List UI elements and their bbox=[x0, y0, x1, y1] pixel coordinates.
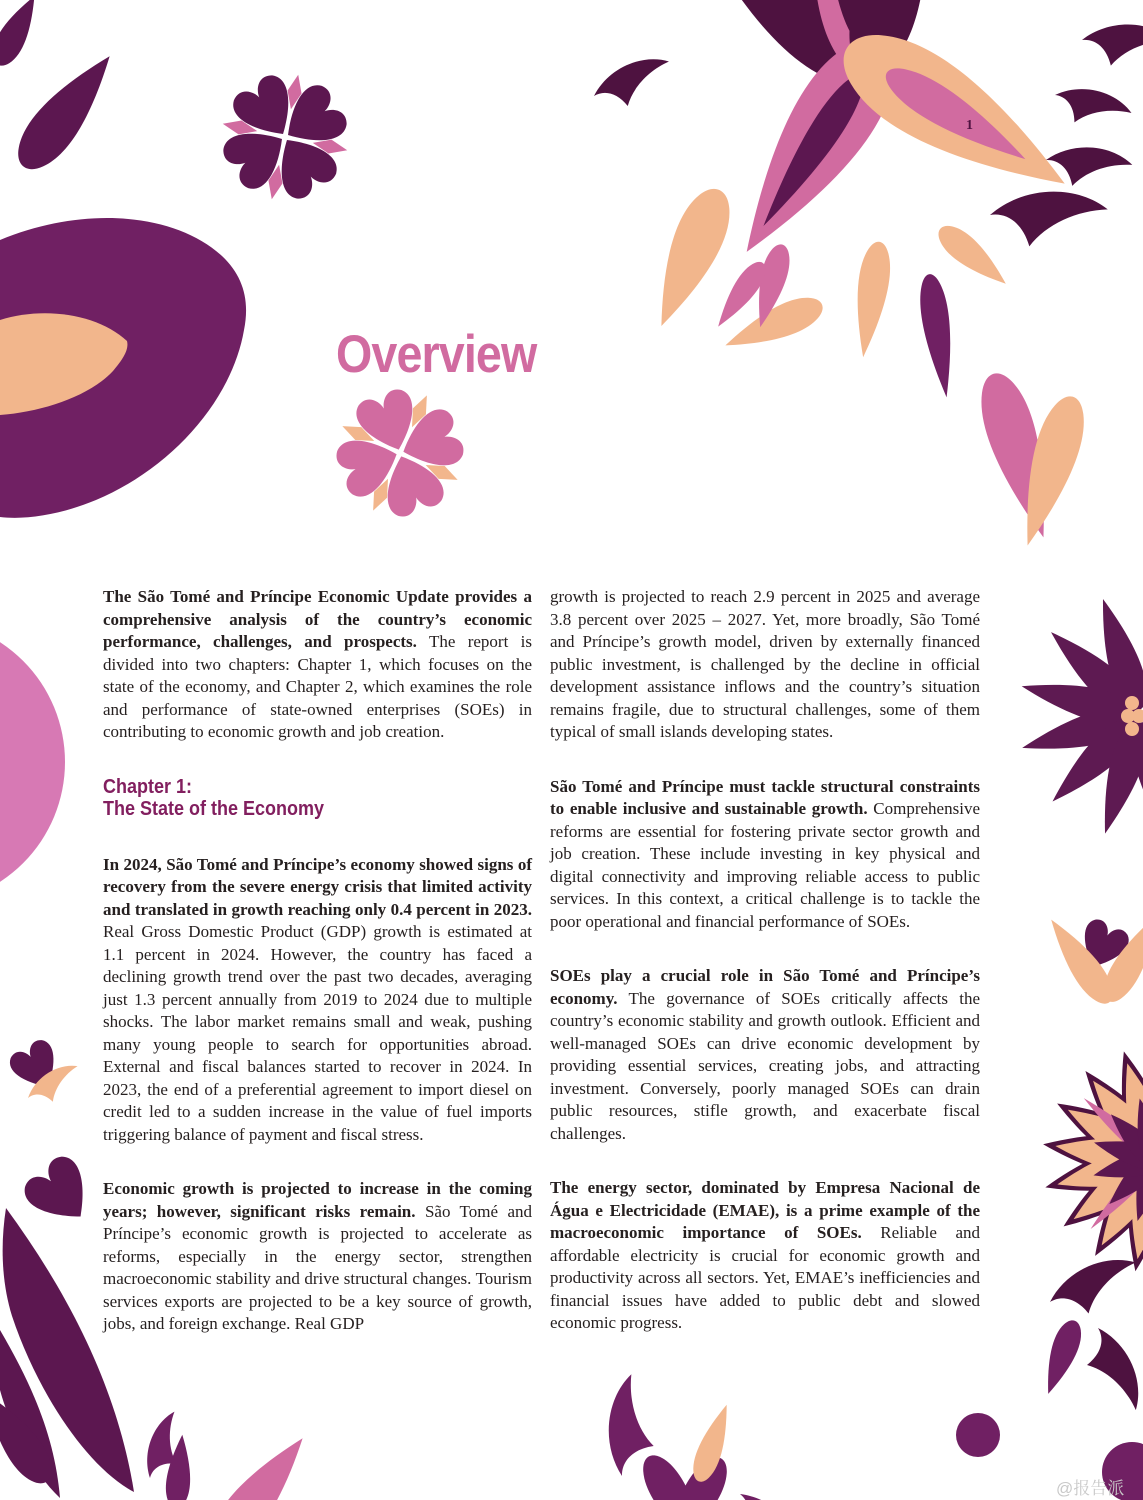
angular-motif-right bbox=[1036, 1256, 1143, 1417]
pink-circle-left bbox=[0, 619, 65, 905]
flower-burst-top-right bbox=[589, 0, 1143, 552]
intro-paragraph bbox=[103, 586, 532, 744]
paragraph-body-text: Comprehensive reforms are essential for fostering private sector growth and job creation. These include investing in key physical and digital connectivity and improving reliable access to public services. In this context, a critical challenge is to tackle the poor operational and financial performance of SOEs. bbox=[550, 799, 980, 931]
paragraph-soes-role bbox=[550, 965, 980, 1145]
paragraph-body-text: The governance of SOEs critically affects the country’s economic stability and growth outlook. Efficient and well-managed SOEs can drive economic development by providing essential services, creating jobs, and attracting investment. Conversely, poorly managed SOEs can drain public resources, stifle growth, and exacerbate fiscal challenges. bbox=[550, 988, 980, 1143]
paragraph-growth-outlook bbox=[103, 1178, 532, 1336]
corner-drops-top-left bbox=[0, 0, 127, 180]
page-title: Overview bbox=[336, 324, 537, 384]
leaf-blob-left bbox=[0, 218, 246, 518]
watermark: @报告派 bbox=[1056, 1479, 1125, 1498]
paragraph-body-text: Real Gross Domestic Product (GDP) growth is estimated at 1.1 percent in 2024. However, the country has faced a declining growth trend over the past two decades, averaging just 1.3 percent annually from 2019 to 2024 due to multiple shocks. The labor market remains small and weak, pushing many young people to search for opportunities abroad. External and fiscal balances started to recover in 2024. In 2023, the end of a preferential agreement to import diesel on credit led to a sudden increase in the value of fuel imports triggering balance of payment and fiscal stress. bbox=[103, 922, 532, 1144]
right-column bbox=[550, 586, 980, 1367]
bud-right bbox=[1039, 906, 1143, 1010]
pinwheel-flower-top-left bbox=[210, 62, 361, 213]
left-column bbox=[103, 586, 532, 1368]
paragraph-body-text: Reliable and affordable electricity is crucial for economic growth and productivity across all sectors. Yet, EMAE’s inefficiencies and financial issues have added to public debt and slowed economic progress. bbox=[550, 1223, 980, 1332]
bottom-center-flourish bbox=[591, 1372, 809, 1500]
intro-body-text: The report is divided into two chapters: Chapter 1, which focuses on the state of the economy, and Chapter 2, which examines the role and performance of state-owned enterprises (SOEs) in contributing to economic growth and job creation. bbox=[103, 632, 532, 741]
paragraph-body-text: growth is projected to reach 2.9 percent in 2025 and average 3.8 percent over 2025 – 2027. Yet, more broadly, São Tomé and Príncipe’s growth model, driven by externally financed public investment, is challenged by the decline in official development assistance inflows and the country’s situation remains fragile, due to structural challenges, some of them typical of small islands developing states. bbox=[550, 587, 980, 741]
paragraph-energy-sector bbox=[550, 1177, 980, 1335]
paragraph-lead-sentence: Economic growth is projected to increase in the coming years; however, significant risks remain. bbox=[103, 1179, 532, 1221]
paragraph-lead-sentence: The energy sector, dominated by Empresa Nacional de Água e Electricidade (EMAE), is a prime example of the macroeconomic importance of SOEs. bbox=[550, 1178, 980, 1242]
paragraph-lead-sentence: São Tomé and Príncipe must tackle structural constraints to enable inclusive and sustainable growth. bbox=[550, 776, 980, 818]
paragraph-body-text: São Tomé and Príncipe’s economic growth is projected to accelerate as reforms, especially in the energy sector, strengthen macroeconomic stability and drive structural changes. Tourism services exports are projected to be a key source of growth, jobs, and foreign exchange. Real GDP bbox=[103, 1201, 532, 1333]
ornate-flower-right bbox=[1040, 1046, 1143, 1274]
paragraph-structural-constraints bbox=[550, 776, 980, 934]
paragraph-lead-sentence: SOEs play a crucial role in São Tomé and Príncipe’s economy. bbox=[550, 966, 980, 1008]
chapter-heading-line1: Chapter 1: bbox=[103, 775, 193, 798]
heart-leaf-left bbox=[6, 1036, 86, 1109]
paragraph-growth-continued bbox=[550, 586, 980, 744]
intro-lead-sentence: The São Tomé and Príncipe Economic Update provides a comprehensive analysis of the country’s economic performance, challenges, and prospects. bbox=[103, 587, 532, 651]
chapter-heading bbox=[103, 776, 489, 820]
paragraph-economy-2024 bbox=[103, 854, 532, 1147]
chapter-heading-line2: The State of the Economy bbox=[103, 797, 325, 820]
pinwheel-flower-mid-left bbox=[315, 368, 484, 537]
paragraph-lead-sentence: In 2024, São Tomé and Príncipe’s economy showed signs of recovery from the severe energy crisis that limited activity and translated in growth reaching only 0.4 percent in 2023. bbox=[103, 854, 532, 919]
page-number: 1 bbox=[966, 118, 973, 133]
petal-fan-right bbox=[1018, 594, 1143, 840]
